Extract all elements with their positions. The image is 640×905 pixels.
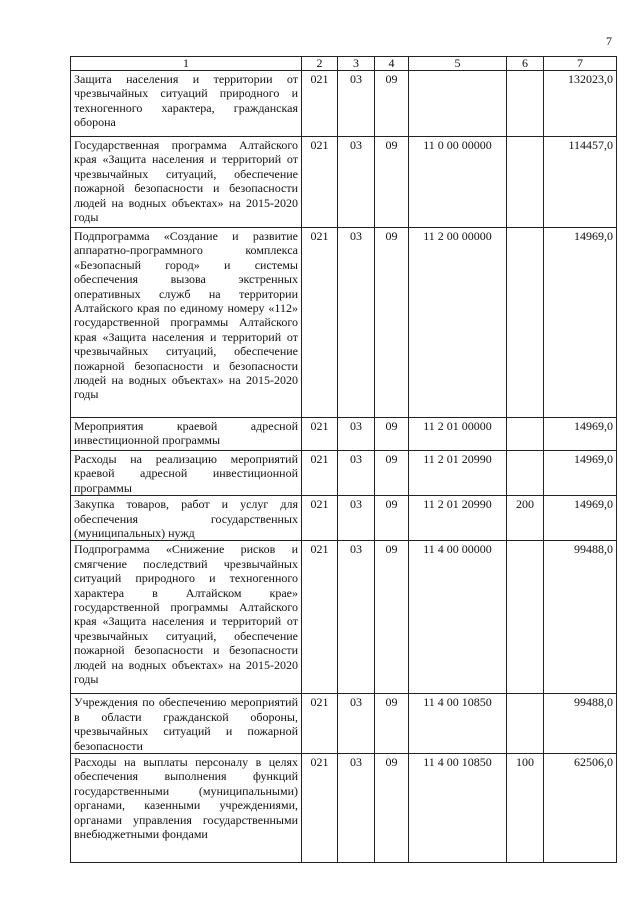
row-expense-type (507, 541, 544, 694)
row-amount: 132023,0 (544, 71, 617, 137)
column-header-2: 2 (302, 57, 338, 71)
table-row (71, 71, 617, 137)
row-name: Государственная программа Алтайского края «Защита населения и территорий от чрезвычайных ситуаций, обеспечение пожарной безопасности и безопасности людей на водных объектах» на 2015-2020 годы (71, 137, 302, 228)
row-section-code: 03 (338, 754, 375, 863)
row-target-code: 11 2 00 00000 (409, 228, 507, 418)
row-amount: 62506,0 (544, 754, 617, 863)
row-expense-type (507, 137, 544, 228)
table-row (71, 694, 617, 754)
table-row (71, 496, 617, 541)
column-header-1: 1 (71, 57, 302, 71)
row-amount: 99488,0 (544, 694, 617, 754)
row-target-code: 11 4 00 00000 (409, 541, 507, 694)
row-target-code: 11 4 00 10850 (409, 754, 507, 863)
column-header-3: 3 (338, 57, 375, 71)
column-header-7: 7 (544, 57, 617, 71)
column-header-4: 4 (375, 57, 409, 71)
row-section-code: 03 (338, 496, 375, 541)
row-name: Расходы на реализацию мероприятий краевой адресной инвестиционной программы (71, 451, 302, 496)
table-row (71, 418, 617, 451)
row-subsection-code: 09 (375, 71, 409, 137)
row-ministry-code: 021 (302, 137, 338, 228)
row-ministry-code: 021 (302, 541, 338, 694)
row-amount: 14969,0 (544, 451, 617, 496)
row-section-code: 03 (338, 694, 375, 754)
row-expense-type (507, 694, 544, 754)
row-name: Подпрограмма «Создание и развитие аппаратно-программного комплекса «Безопасный город» и системы обеспечения вызова экстренных оперативных служб на территории Алтайского края по единому номеру «112» государственной программы Алтайского края «Защита населения и территорий от чрезвычайных ситуаций, обеспечение пожарной безопасности и безопасности людей на водных объектах» на 2015-2020 годы (71, 228, 302, 418)
row-name: Мероприятия краевой адресной инвестиционной программы (71, 418, 302, 451)
row-subsection-code: 09 (375, 137, 409, 228)
row-ministry-code: 021 (302, 418, 338, 451)
row-expense-type (507, 71, 544, 137)
row-ministry-code: 021 (302, 451, 338, 496)
table-header-row (71, 57, 617, 71)
page-number: 7 (606, 34, 612, 48)
row-name: Закупка товаров, работ и услуг для обеспечения государственных (муниципальных) нужд (71, 496, 302, 541)
budget-table (70, 56, 617, 863)
row-target-code (409, 71, 507, 137)
row-target-code: 11 2 01 00000 (409, 418, 507, 451)
row-amount: 99488,0 (544, 541, 617, 694)
row-expense-type (507, 418, 544, 451)
row-section-code: 03 (338, 451, 375, 496)
table-row (71, 541, 617, 694)
row-subsection-code: 09 (375, 228, 409, 418)
row-amount: 14969,0 (544, 496, 617, 541)
table-row (71, 228, 617, 418)
row-section-code: 03 (338, 228, 375, 418)
row-subsection-code: 09 (375, 496, 409, 541)
table-row (71, 451, 617, 496)
row-section-code: 03 (338, 71, 375, 137)
row-subsection-code: 09 (375, 451, 409, 496)
table-row (71, 754, 617, 863)
row-ministry-code: 021 (302, 754, 338, 863)
row-amount: 14969,0 (544, 418, 617, 451)
row-expense-type: 100 (507, 754, 544, 863)
column-header-6: 6 (507, 57, 544, 71)
row-target-code: 11 4 00 10850 (409, 694, 507, 754)
row-amount: 14969,0 (544, 228, 617, 418)
row-subsection-code: 09 (375, 754, 409, 863)
row-section-code: 03 (338, 418, 375, 451)
column-header-5: 5 (409, 57, 507, 71)
row-subsection-code: 09 (375, 541, 409, 694)
row-subsection-code: 09 (375, 694, 409, 754)
row-ministry-code: 021 (302, 694, 338, 754)
row-ministry-code: 021 (302, 71, 338, 137)
row-section-code: 03 (338, 137, 375, 228)
row-section-code: 03 (338, 541, 375, 694)
row-expense-type: 200 (507, 496, 544, 541)
row-target-code: 11 0 00 00000 (409, 137, 507, 228)
row-expense-type (507, 451, 544, 496)
row-name: Защита населения и территории от чрезвычайных ситуаций природного и техногенного характера, гражданская оборона (71, 71, 302, 137)
row-ministry-code: 021 (302, 496, 338, 541)
row-amount: 114457,0 (544, 137, 617, 228)
row-ministry-code: 021 (302, 228, 338, 418)
row-name: Расходы на выплаты персоналу в целях обеспечения выполнения функций государственными (муниципальными) органами, казенными учреждениями, органами управления государственными внебюджетными фондами (71, 754, 302, 863)
row-target-code: 11 2 01 20990 (409, 451, 507, 496)
row-target-code: 11 2 01 20990 (409, 496, 507, 541)
row-name: Подпрограмма «Снижение рисков и смягчение последствий чрезвычайных ситуаций природного и техногенного характера в Алтайском крае» государственной программы Алтайского края «Защита населения и территорий от чрезвычайных ситуаций, обеспечение пожарной безопасности и безопасности людей на водных объектах» на 2015-2020 годы (71, 541, 302, 694)
row-expense-type (507, 228, 544, 418)
row-name: Учреждения по обеспечению мероприятий в области гражданской обороны, чрезвычайных ситуаций и пожарной безопасности (71, 694, 302, 754)
table-row (71, 137, 617, 228)
row-subsection-code: 09 (375, 418, 409, 451)
